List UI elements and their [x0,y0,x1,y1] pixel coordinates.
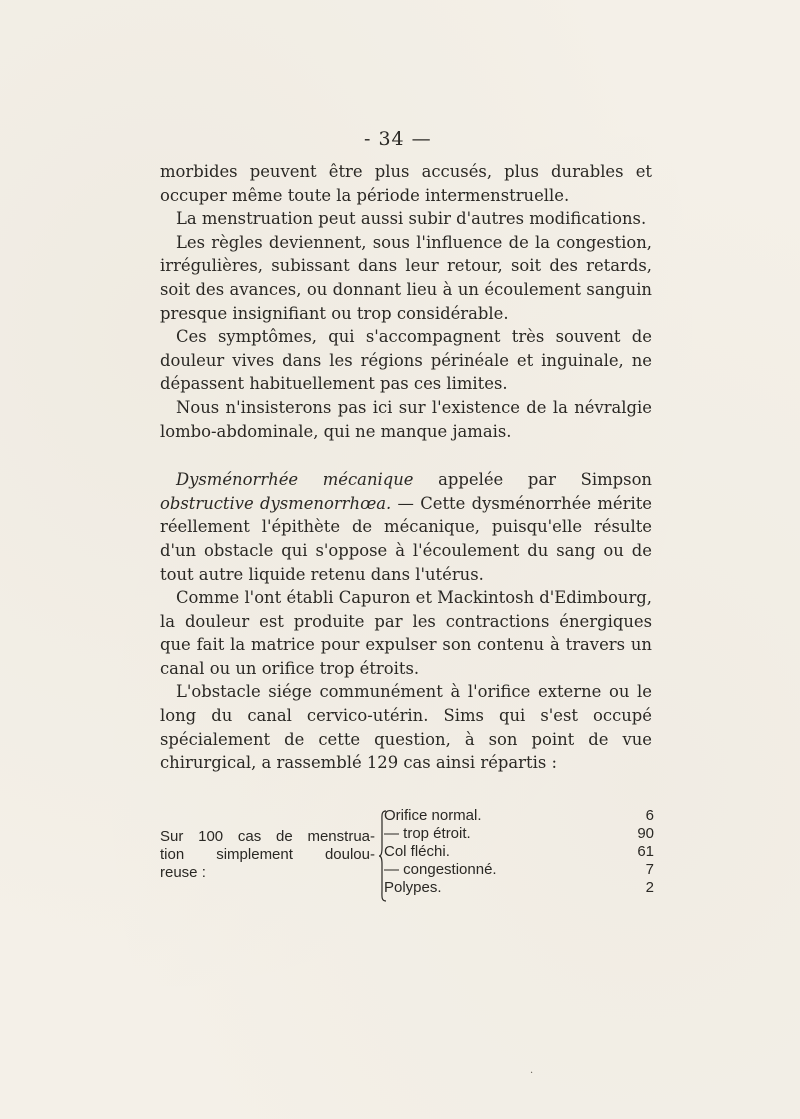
row-label: — congestionné. [384,861,497,878]
statistics-caption-line: tion simplement doulou- [160,846,375,863]
ink-speck: · [530,1068,534,1079]
paragraph-4: Ces symptômes, qui s'accompagnent très souvent de douleur vives dans les régions périnéale et inguinale, ne dépassent habituellement pas ces limites. [160,327,652,394]
table-row [384,843,654,861]
paragraph-3: Les règles deviennent, sous l'influence de la congestion, irrégulières, subissant dans leur retour, soit des retards, soit des avances, ou donnant lieu à un écoulement sanguin presque insignifiant ou trop considérable. [160,232,652,323]
row-label: Polypes. [384,879,442,896]
case-statistics [160,807,652,907]
statistics-caption-line: reuse : [160,864,206,881]
row-value: 2 [645,879,654,896]
section-heading-mid: appelée par Simpson [413,470,652,490]
table-row [384,861,654,879]
statistics-caption-line: Sur 100 cas de menstrua- [160,828,375,845]
section-heading-rest: — Cette dysménorrhée mérite réellement l'épithète de mécanique, puisqu'elle résulte d'un obstacle qui s'oppose à l'écoulement du sang ou de tout autre liquide retenu dans l'utérus. [160,493,652,584]
row-label: Col fléchi. [384,843,450,860]
row-value: 90 [637,825,654,842]
section-heading: Dysménorrhée mécanique [176,470,414,490]
section-paragraph [160,468,652,586]
row-value: 6 [645,807,654,824]
row-value: 61 [637,843,654,860]
section-heading-latin: obstructive dysmenorrhœa. [160,493,392,513]
table-row [384,879,654,897]
paragraph-1: morbides peuvent être plus accusés, plus durables et occuper même toute la période intermenstruelle. [160,162,652,205]
paragraph-5: Nous n'insisterons pas ici sur l'existence de la névralgie lombo-abdominale, qui ne manque jamais. [160,397,652,441]
page-number: - 34 — [364,128,432,150]
paragraph-7: L'obstacle siége communément à l'orifice externe ou le long du canal cervico-utérin. Sims qui s'est occupé spécialement de cette question, à son point de vue chirurgical, a rassemblé 129 cas ainsi répartis : [160,682,652,773]
row-label: — trop étroit. [384,825,471,842]
row-label: Orifice normal. [384,807,482,824]
body-text [160,160,652,775]
paragraph-2: La menstruation peut aussi subir d'autres modifications. [176,209,647,229]
statistics-caption [160,828,375,882]
table-row [384,807,654,825]
statistics-rows [384,807,654,897]
row-value: 7 [645,861,654,878]
table-row [384,825,654,843]
paragraph-6: Comme l'ont établi Capuron et Mackintosh d'Edimbourg, la douleur est produite par les contractions énergiques que fait la matrice pour expulser son contenu à travers un canal ou un orifice trop étroits. [160,588,652,678]
